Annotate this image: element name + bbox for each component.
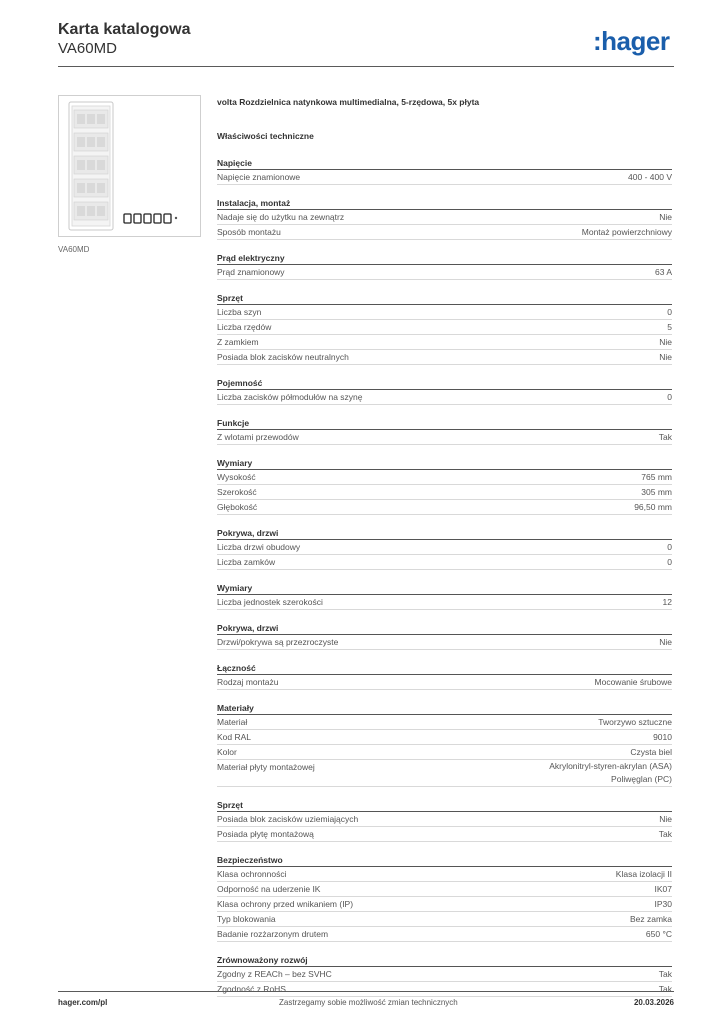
spec-value: Montaż powierzchniowy	[581, 227, 672, 237]
spec-value: Tak	[658, 969, 672, 979]
section-heading: Zrównoważony rozwój	[217, 954, 672, 967]
section-heading: Pojemność	[217, 377, 672, 390]
spec-row	[217, 470, 672, 485]
spec-value: IK07	[654, 884, 672, 894]
spec-table	[217, 157, 672, 997]
spec-label: Materiał	[217, 717, 248, 727]
spec-label: Liczba jednostek szerokości	[217, 597, 323, 607]
hager-logo	[593, 25, 675, 59]
spec-value-line: Akrylonitryl-styren-akrylan (ASA)	[549, 761, 672, 771]
spec-label: Kolor	[217, 747, 237, 757]
footer-divider	[58, 991, 674, 992]
spec-label: Kod RAL	[217, 732, 252, 742]
page-title: Karta katalogowa	[58, 21, 191, 38]
spec-label: Szerokość	[217, 487, 257, 497]
spec-value: Mocowanie śrubowe	[594, 677, 672, 687]
header-divider	[58, 66, 674, 67]
section-gap	[217, 942, 672, 954]
spec-row	[217, 867, 672, 882]
spec-label: Posiada płytę montażową	[217, 829, 314, 839]
section-gap	[217, 185, 672, 197]
spec-row	[217, 350, 672, 365]
spec-label: Odporność na uderzenie IK	[217, 884, 321, 894]
product-description: volta Rozdzielnica natynkowa multimedialna, 5-rzędowa, 5x płyta	[217, 97, 480, 107]
spec-label: Liczba rzędów	[217, 322, 272, 332]
spec-row	[217, 170, 672, 185]
spec-value: 12	[662, 597, 672, 607]
section-heading: Wymiary	[217, 582, 672, 595]
spec-label: Posiada blok zacisków neutralnych	[217, 352, 349, 362]
spec-label: Prąd znamionowy	[217, 267, 285, 277]
spec-row	[217, 540, 672, 555]
spec-value: 9010	[653, 732, 672, 742]
spec-value: Nie	[659, 352, 672, 362]
spec-row	[217, 225, 672, 240]
spec-label: Zgodny z REACh – bez SVHC	[217, 969, 332, 979]
hager-logo-text: :hager	[593, 26, 670, 56]
footer-disclaimer: Zastrzegamy sobie możliwość zmian technicznych	[279, 998, 458, 1007]
page-subtitle: VA60MD	[58, 40, 117, 57]
spec-label: Z zamkiem	[217, 337, 259, 347]
section-gap	[217, 365, 672, 377]
spec-row	[217, 390, 672, 405]
spec-value: 765 mm	[641, 472, 672, 482]
section-heading: Instalacja, montaż	[217, 197, 672, 210]
section-gap	[217, 650, 672, 662]
spec-value: Tak	[658, 829, 672, 839]
spec-label: Wysokość	[217, 472, 256, 482]
section-heading: Pokrywa, drzwi	[217, 527, 672, 540]
spec-label: Liczba zamków	[217, 557, 276, 567]
spec-value: IP30	[654, 899, 672, 909]
spec-value: Nie	[659, 814, 672, 824]
spec-row	[217, 555, 672, 570]
spec-value: 305 mm	[641, 487, 672, 497]
spec-row	[217, 430, 672, 445]
section-gap	[217, 610, 672, 622]
spec-row	[217, 210, 672, 225]
spec-row	[217, 967, 672, 982]
spec-label: Drzwi/pokrywa są przezroczyste	[217, 637, 339, 647]
spec-label: Zgodność z RoHS	[217, 984, 286, 994]
spec-value: Czysta biel	[630, 747, 672, 757]
spec-value: Tworzywo sztuczne	[598, 717, 672, 727]
spec-row	[217, 882, 672, 897]
spec-value: Tak	[658, 984, 672, 994]
spec-label: Typ blokowania	[217, 914, 276, 924]
section-gap	[217, 405, 672, 417]
spec-row	[217, 635, 672, 650]
spec-row	[217, 595, 672, 610]
spec-value: 63 A	[654, 267, 672, 277]
spec-label: Badanie rozżarzonym drutem	[217, 929, 329, 939]
spec-row	[217, 675, 672, 690]
section-heading: Sprzęt	[217, 292, 672, 305]
spec-value	[549, 760, 672, 786]
spec-value-line: Poliwęglan (PC)	[611, 774, 672, 784]
spec-label: Z wlotami przewodów	[217, 432, 299, 442]
section-heading: Prąd elektryczny	[217, 252, 672, 265]
spec-value: 650 °C	[645, 929, 672, 939]
spec-value: Bez zamka	[629, 914, 672, 924]
product-image	[58, 95, 201, 237]
spec-row	[217, 827, 672, 842]
spec-label: Nadaje się do użytku na zewnątrz	[217, 212, 345, 222]
section-heading: Materiały	[217, 702, 672, 715]
spec-value: 5	[667, 322, 672, 332]
section-heading: Napięcie	[217, 157, 672, 170]
spec-label: Rodzaj montażu	[217, 677, 279, 687]
spec-row	[217, 897, 672, 912]
spec-label: Klasa ochronności	[217, 869, 287, 879]
spec-row	[217, 265, 672, 280]
spec-row	[217, 927, 672, 942]
spec-value: Tak	[658, 432, 672, 442]
spec-label: Materiał płyty montażowej	[217, 762, 315, 772]
spec-row	[217, 730, 672, 745]
spec-label: Sposób montażu	[217, 227, 281, 237]
spec-value: 0	[667, 392, 672, 402]
section-gap	[217, 445, 672, 457]
spec-label: Liczba drzwi obudowy	[217, 542, 301, 552]
spec-row	[217, 485, 672, 500]
spec-title: Właściwości techniczne	[217, 131, 314, 141]
section-heading: Funkcje	[217, 417, 672, 430]
spec-label: Liczba szyn	[217, 307, 262, 317]
section-gap	[217, 280, 672, 292]
spec-value: Klasa izolacji II	[615, 869, 672, 879]
spec-row	[217, 982, 672, 997]
footer-website: hager.com/pl	[58, 998, 108, 1007]
section-gap	[217, 240, 672, 252]
spec-value: Nie	[659, 212, 672, 222]
spec-label: Napięcie znamionowe	[217, 172, 301, 182]
spec-row	[217, 715, 672, 730]
spec-row	[217, 335, 672, 350]
spec-row	[217, 912, 672, 927]
section-gap	[217, 690, 672, 702]
spec-row	[217, 812, 672, 827]
spec-value: 0	[667, 557, 672, 567]
section-heading: Łączność	[217, 662, 672, 675]
section-heading: Bezpieczeństwo	[217, 854, 672, 867]
spec-value: Nie	[659, 637, 672, 647]
spec-row	[217, 760, 672, 787]
section-gap	[217, 570, 672, 582]
spec-value: 400 - 400 V	[628, 172, 672, 182]
section-heading: Sprzęt	[217, 799, 672, 812]
section-heading: Wymiary	[217, 457, 672, 470]
spec-value: Nie	[659, 337, 672, 347]
spec-label: Klasa ochrony przed wnikaniem (IP)	[217, 899, 354, 909]
spec-label: Głębokość	[217, 502, 258, 512]
spec-row	[217, 500, 672, 515]
section-gap	[217, 842, 672, 854]
section-heading: Pokrywa, drzwi	[217, 622, 672, 635]
spec-label: Liczba zacisków półmodułów na szynę	[217, 392, 363, 402]
spec-row	[217, 320, 672, 335]
section-gap	[217, 787, 672, 799]
footer-date: 20.03.2026	[633, 998, 674, 1007]
spec-row	[217, 305, 672, 320]
spec-label: Posiada blok zacisków uziemiających	[217, 814, 359, 824]
section-gap	[217, 515, 672, 527]
spec-row	[217, 745, 672, 760]
image-caption: VA60MD	[58, 245, 90, 254]
spec-value: 96,50 mm	[634, 502, 672, 512]
spec-value: 0	[667, 542, 672, 552]
spec-value: 0	[667, 307, 672, 317]
